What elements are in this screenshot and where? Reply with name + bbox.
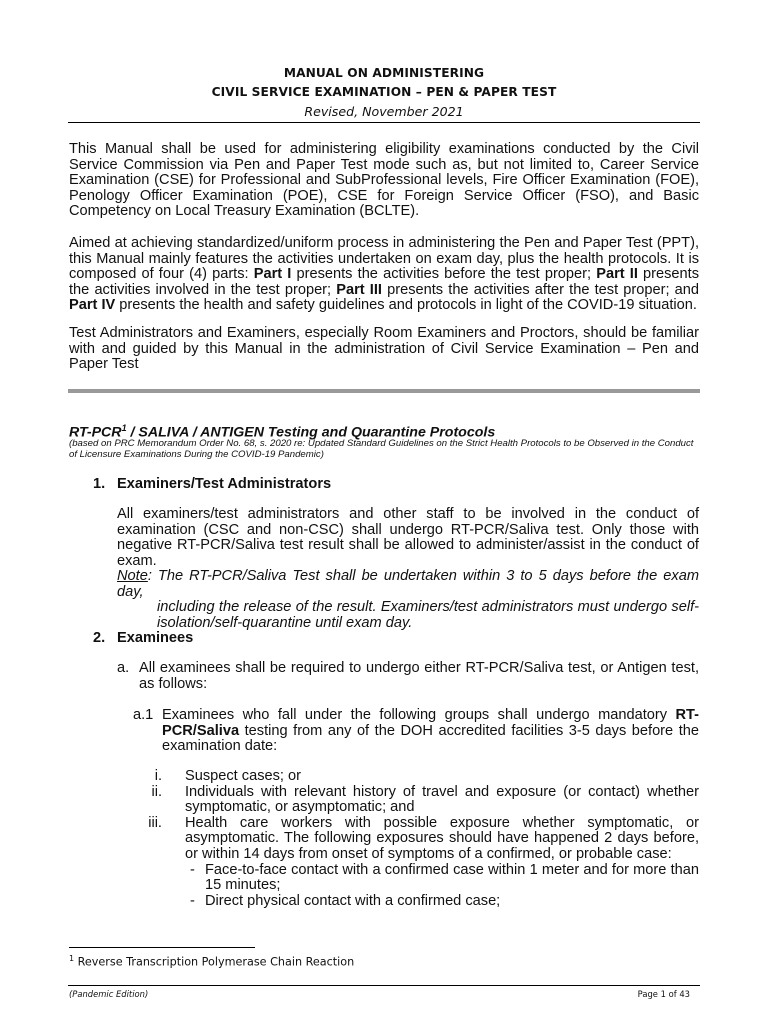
document-title: MANUAL ON ADMINISTERING xyxy=(283,66,485,80)
item-2a: a. All examinees shall be required to undergo either RT-PCR/Saliva test, or Antigen test, as follows: xyxy=(117,660,699,692)
header-divider xyxy=(68,122,700,123)
footnote-divider xyxy=(69,947,255,948)
section-source-note: (based on PRC Memorandum Order No. 68, s. 2020 re: Updated Standard Guidelines on the Strict Health Protocols to be Observed in the Conduct of Licensure Examinations During the COVID-19 Pandemic) xyxy=(69,438,694,461)
list-item: iii. Health care workers with possible exposure whether symptomatic, or asymptomatic. The following exposures should have happened 2 days before, or within 14 days from onset of symptoms of a confirmed, or probable case: xyxy=(148,814,699,862)
intro-paragraph-3: Test Administrators and Examiners, especially Room Examiners and Proctors, should be familiar with and guided by this Manual in the administration of Civil Service Examination – Pen and Paper Test xyxy=(69,325,699,373)
item-1-note: Note: The RT-PCR/Saliva Test shall be undertaken within 3 to 5 days before the exam day, including the release of the result. Examiners/test administrators must undergo self-isolation/self-quarantine until exam day. xyxy=(117,568,699,631)
intro-paragraph-2: Aimed at achieving standardized/uniform process in administering the Pen and Paper Test (PPT), this Manual mainly features the activities undertaken on exam day, plus the health protocols. It is composed of four (4) parts: Part I presents the activities before the test proper; Part II presents the activities involved in the test proper; Part III presents the activities after the test proper; and Part IV presents the health and safety guidelines and protocols in light of the COVID-19 situation. xyxy=(69,235,700,314)
document-subtitle: CIVIL SERVICE EXAMINATION – PEN & PAPER TEST xyxy=(211,85,557,99)
section-title: RT-PCR$^1$ / SALIVA / ANTIGEN Testing and Quarantine Protocols xyxy=(69,423,496,441)
list-item: - Direct physical contact with a confirmed case; xyxy=(190,892,501,909)
section-divider xyxy=(68,389,700,393)
list-item: - Face-to-face contact with a confirmed case within 1 meter and for more than 15 minutes; xyxy=(190,861,699,894)
item-1-body: All examiners/test administrators and other staff to be involved in the conduct of examination (CSC and non-CSC) shall undergo RT-PCR/Saliva test. Only those with negative RT-PCR/Saliva test result shall be allowed to administer/assist in the conduct of exam. xyxy=(117,506,699,569)
footer-edition: (Pandemic Edition) xyxy=(69,989,149,999)
item-2a1: a.1 Examinees who fall under the following groups shall undergo mandatory RT-PCR/Saliva testing from any of the DOH accredited facilities 3-5 days before the examination date: xyxy=(133,707,699,755)
footnote: $^1$ Reverse Transcription Polymerase Chain Reaction xyxy=(69,954,355,969)
revision-date: Revised, November 2021 xyxy=(304,104,464,119)
list-item: i. Suspect cases; or xyxy=(154,768,301,784)
intro-paragraph-1: This Manual shall be used for administering eligibility examinations conducted by the Civil Service Commission via Pen and Paper Test mode such as, but not limited to, Career Service Examination (CSE) for Professional and SubProfessional levels, Fire Officer Examination (FOE), Penology Officer Examination (POE), CSE for Foreign Service Officer (FSO), and Basic Competency on Local Treasury Examination (BCLTE). xyxy=(69,141,699,220)
group-list xyxy=(148,768,699,909)
footer-divider xyxy=(68,985,700,986)
list-item: ii. Individuals with relevant history of travel and exposure (or contact) whether symptomatic, or asymptomatic; and xyxy=(151,783,699,816)
page-number: Page 1 of 43 xyxy=(637,989,690,999)
